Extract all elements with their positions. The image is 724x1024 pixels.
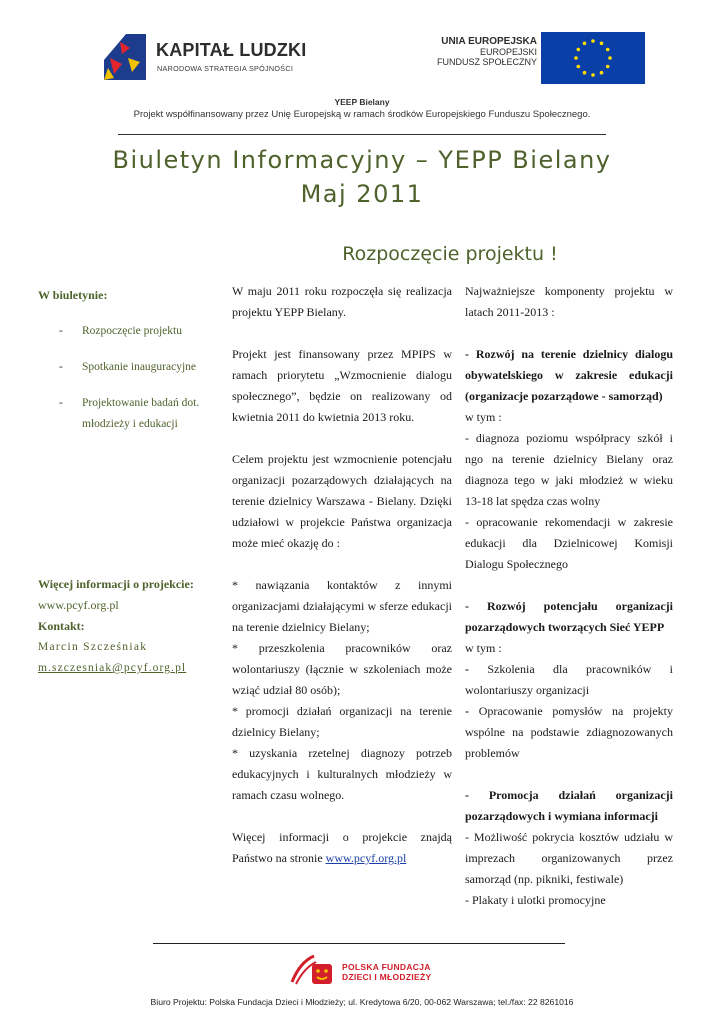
toc-item: - Spotkanie inauguracyjne (38, 357, 213, 378)
eu-star-icon (583, 42, 587, 46)
kapital-ludzki-subtitle: NARODOWA STRATEGIA SPÓJNOŚCI (157, 64, 294, 73)
toc-item: - Rozpoczęcie projektu (38, 321, 213, 342)
eu-logo (430, 32, 645, 88)
project-name: YEEP Bielany (334, 97, 390, 107)
toc-item: - Projektowanie badań dot. młodzieży i edukacji (38, 393, 213, 435)
eu-star-icon (600, 42, 604, 46)
eu-star-icon (577, 48, 581, 52)
article-column-2 (465, 281, 673, 911)
pfdim-logo (290, 952, 470, 990)
bulletin-title (0, 143, 724, 211)
component-1-item: - opracowanie rekomendacji w zakresie edukacji dla Dzielnicowej Komisji Dialogu Społecznego (465, 515, 673, 571)
contact-email-link[interactable]: m.szczesniak@pcyf.org.pl (38, 662, 187, 674)
pfdim-logo-text (342, 962, 431, 982)
eu-flag-icon (541, 32, 645, 84)
component-3-title: - Promocja działań organizacji pozarządowych i wymiana informacji (465, 788, 673, 823)
kapital-ludzki-title: KAPITAŁ LUDZKI (156, 40, 307, 60)
kapital-ludzki-logo (100, 28, 320, 88)
eu-line-2: EUROPEJSKI (479, 47, 537, 58)
eu-star-icon (574, 56, 578, 60)
components-intro: Najważniejsze komponenty projektu w latach 2011-2013 : (465, 284, 673, 319)
benefit-item: * nawiązania kontaktów z innymi organizacjami działającymi w sferze edukacji na terenie dzielnicy Bielany; (232, 578, 452, 634)
more-info-paragraph (232, 827, 452, 869)
contact-info (38, 574, 218, 679)
benefit-item: * promocji działań organizacji na terenie dzielnicy Bielany; (232, 704, 452, 739)
pfdim-line-2: DZIECI I MŁODZIEŻY (342, 972, 432, 982)
eu-line-3: FUNDUSZ SPOŁECZNY (436, 57, 537, 68)
paragraph: Celem projektu jest wzmocnienie potencjału organizacji pozarządowych działających na terenie dzielnicy Warszawa - Bielany. Dzięki udziałowi w projekcie Państwa organizacja może mieć okazję do : (232, 452, 452, 550)
eu-star-icon (591, 73, 595, 77)
component-2-item (465, 701, 673, 764)
pfdim-emblem-icon (290, 952, 336, 988)
component-1-title: - Rozwój na terenie dzielnicy dialogu obywatelskiego w zakresie edukacji (organizacje pozarządowe - samorząd) (465, 347, 673, 403)
eu-star-icon (606, 65, 610, 69)
more-info-text: Więcej informacji o projekcie znajdą Państwo na stronie (232, 830, 452, 865)
sidebar-heading: W biuletynie: (38, 288, 108, 302)
dash: - (465, 662, 469, 676)
more-info-url[interactable]: www.pcyf.org.pl (38, 598, 119, 612)
header-divider (118, 134, 606, 135)
eu-star-icon (577, 65, 581, 69)
eu-line-1: UNIA EUROPEJSKA (441, 36, 537, 47)
cofinancing-note: Projekt współfinansowany przez Unię Europejską w ramach środków Europejskiego Funduszu Społecznego. (133, 109, 591, 120)
component-3-item: - Plakaty i ulotki promocyjne (465, 893, 606, 907)
article-column-1 (232, 281, 452, 869)
bulletin-title-line-2: Maj 2011 (300, 180, 424, 208)
benefit-item: * przeszkolenia pracowników oraz wolontariuszy (łącznie w szkoleniach może wziąć udział 80 osób); (232, 641, 452, 697)
website-link[interactable]: www.pcyf.org.pl (325, 851, 407, 865)
eu-star-icon (608, 56, 612, 60)
contact-label: Kontakt: (38, 619, 85, 633)
component-2-item-text: Opracowanie pomysłów na projekty wspólne na podstawie zdiagnozowanych problemów (465, 704, 674, 760)
table-of-contents (38, 321, 213, 435)
pfdim-line-1: POLSKA FUNDACJA (342, 962, 431, 972)
sidebar (38, 285, 213, 450)
paragraph: Projekt jest finansowany przez MPIPS w ramach priorytetu „Wzmocnienie dialogu społecznego”, będzie on realizowany od kwietnia 2011 do kwietnia 2013 roku. (232, 347, 452, 424)
component-1-wtym: w tym : (465, 410, 502, 424)
footer-address: Biuro Projektu: Polska Fundacja Dzieci i Młodzieży; ul. Kredytowa 6/20, 00-062 Warszawa; tel./fax: 22 8261016 (150, 997, 574, 1007)
component-2-item-text: Szkolenia dla pracowników i wolontariuszy organizacji (465, 662, 673, 697)
component-2-title: - Rozwój potencjału organizacji pozarządowych tworzących Sieć YEPP (465, 599, 673, 634)
bulletin-title-line-1: Biuletyn Informacyjny – YEPP Bielany (112, 146, 612, 174)
component-2-wtym: w tym : (465, 641, 502, 655)
footer-divider (153, 943, 565, 944)
eu-star-icon (583, 71, 587, 75)
dash: - (465, 704, 469, 718)
more-info-label: Więcej informacji o projekcie: (38, 577, 194, 591)
paragraph: W maju 2011 roku rozpoczęła się realizacja projektu YEPP Bielany. (232, 284, 452, 319)
eu-star-icon (600, 71, 604, 75)
component-2-item (465, 659, 673, 701)
component-3-item: - Możliwość pokrycia kosztów udziału w imprezach organizowanych przez samorząd (np. pikniki, festiwale) (465, 830, 673, 886)
contact-name: Marcin Szcześniak (38, 641, 148, 653)
kapital-ludzki-emblem-icon (100, 28, 150, 86)
section-heading: Rozpoczęcie projektu ! (342, 243, 558, 265)
component-1-item: - diagnoza poziomu współpracy szkół i ngo na terenie dzielnicy Bielany oraz diagnoza tego w jaki młodzież w wieku 13-18 lat spędza czas wolny (465, 431, 673, 508)
eu-logo-text (437, 36, 537, 67)
eu-star-icon (606, 48, 610, 52)
eu-star-icon (591, 39, 595, 43)
benefit-item: * uzyskania rzetelnej diagnozy potrzeb edukacyjnych i kulturalnych młodzieży w ramach czasu wolnego. (232, 746, 452, 802)
